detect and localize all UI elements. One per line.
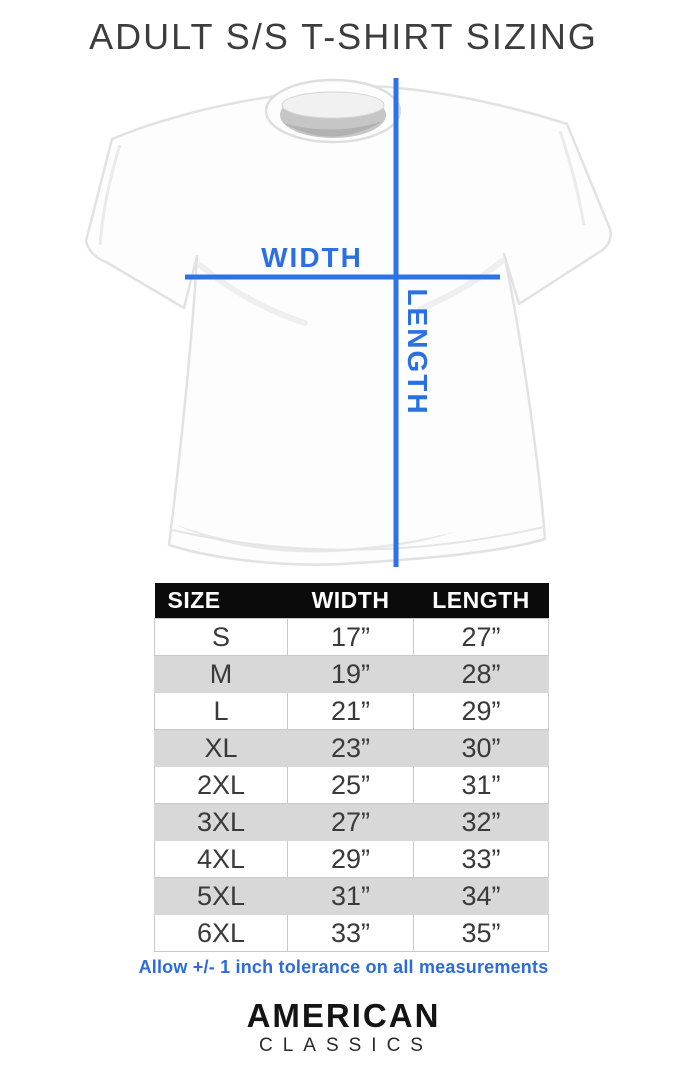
brand-logo: [0, 999, 687, 1055]
size-table-header: [155, 583, 549, 619]
size-table-body: [155, 619, 549, 952]
tshirt-graphic: [86, 80, 611, 565]
collar-back-band: [282, 92, 384, 118]
table-row: [155, 693, 549, 730]
table-row: [155, 915, 549, 952]
length-cell: 34”: [414, 878, 549, 915]
header-width: WIDTH: [288, 583, 414, 619]
size-cell: S: [155, 619, 288, 656]
length-cell: 29”: [414, 693, 549, 730]
table-row: [155, 656, 549, 693]
size-cell: 4XL: [155, 841, 288, 878]
length-cell: 33”: [414, 841, 549, 878]
tshirt-body: [86, 86, 611, 564]
header-length: LENGTH: [414, 583, 549, 619]
size-table: [154, 583, 549, 952]
width-cell: 21”: [288, 693, 414, 730]
table-row: [155, 841, 549, 878]
size-cell: 5XL: [155, 878, 288, 915]
width-cell: 25”: [288, 767, 414, 804]
table-row: [155, 619, 549, 656]
length-cell: 28”: [414, 656, 549, 693]
size-cell: L: [155, 693, 288, 730]
table-row: [155, 878, 549, 915]
page-title: ADULT S/S T-SHIRT SIZING: [89, 16, 598, 57]
brand-name-american: AMERICAN: [246, 997, 441, 1034]
length-cell: 35”: [414, 915, 549, 952]
width-cell: 17”: [288, 619, 414, 656]
width-label: WIDTH: [261, 242, 363, 273]
width-cell: 19”: [288, 656, 414, 693]
tolerance-note: Allow +/- 1 inch tolerance on all measurements: [138, 957, 549, 977]
size-cell: 3XL: [155, 804, 288, 841]
collar: [266, 80, 400, 142]
width-cell: 23”: [288, 730, 414, 767]
tshirt-diagram: [0, 75, 687, 575]
size-cell: 2XL: [155, 767, 288, 804]
length-cell: 30”: [414, 730, 549, 767]
table-row: [155, 804, 549, 841]
table-row: [155, 730, 549, 767]
length-cell: 32”: [414, 804, 549, 841]
size-cell: XL: [155, 730, 288, 767]
header-size: SIZE: [155, 583, 288, 619]
length-cell: 31”: [414, 767, 549, 804]
header-row: [155, 583, 549, 619]
length-label: LENGTH: [402, 288, 433, 416]
brand-name-classics: CLASSICS: [259, 1035, 433, 1056]
width-cell: 33”: [288, 915, 414, 952]
size-cell: M: [155, 656, 288, 693]
width-cell: 31”: [288, 878, 414, 915]
length-cell: 27”: [414, 619, 549, 656]
size-cell: 6XL: [155, 915, 288, 952]
width-cell: 27”: [288, 804, 414, 841]
width-cell: 29”: [288, 841, 414, 878]
table-row: [155, 767, 549, 804]
